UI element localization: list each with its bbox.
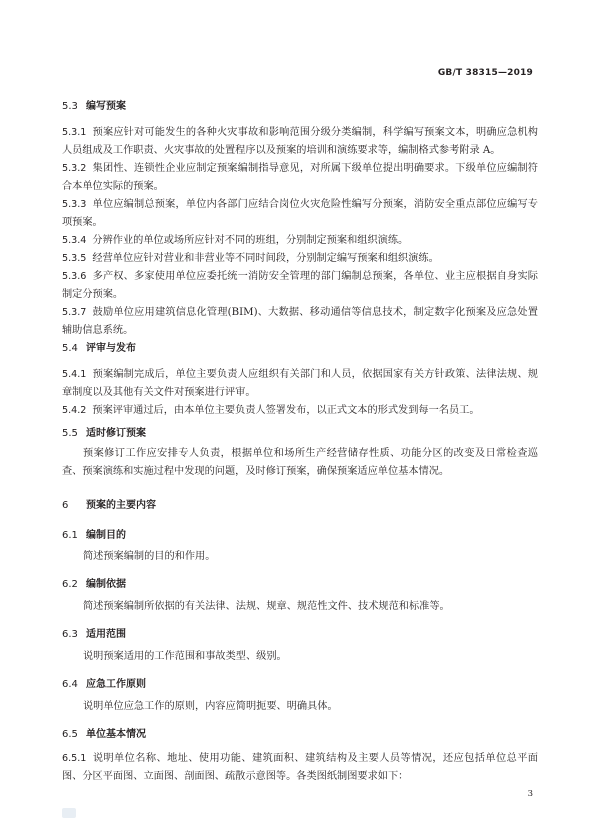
clause-5-3-4 [62, 232, 538, 250]
clause-text: 分辨作业的单位或场所应针对不同的班组，分别制定预案和组织演练。 [92, 235, 409, 246]
section-number: 6 [62, 500, 69, 511]
section-heading-6-4 [62, 676, 538, 694]
paragraph-6-4 [62, 698, 538, 716]
section-title: 评审与发布 [86, 343, 136, 354]
clause-5-3-3 [62, 196, 538, 232]
section-number: 6.1 [62, 530, 78, 541]
clause-5-3-2 [62, 160, 538, 196]
paragraph-text: 说明预案适用的工作范围和事故类型、级别。 [83, 651, 287, 662]
clause-number: 5.3.4 [62, 235, 87, 246]
clause-5-3-1 [62, 124, 538, 160]
section-number: 5.3 [62, 101, 78, 112]
paragraph-text: 预案修订工作应安排专人负责，根据单位和场所生产经营储存性质、功能分区的改变及日常检查巡查、预案演练和实施过程中发现的问题，及时修订预案，确保预案适应单位基本情况。 [62, 448, 538, 477]
clause-text: 多产权、多家使用单位应委托统一消防安全管理的部门编制总预案，各单位、业主应根据自身实际制定分预案。 [62, 271, 538, 300]
clause-text: 说明单位名称、地址、使用功能、建筑面积、建筑结构及主要人员等情况，还应包括单位总平面图、分区平面图、立面图、剖面图、疏散示意图等。各类图纸制图要求如下： [62, 753, 538, 782]
paragraph-6-2 [62, 598, 538, 616]
clause-text: 集团性、连锁性企业应制定预案编制指导意见，对所属下级单位提出明确要求。下级单位应编制符合本单位实际的预案。 [62, 163, 538, 192]
section-number: 5.5 [62, 428, 78, 439]
section-number: 6.4 [62, 679, 78, 690]
section-heading-5-3 [62, 98, 538, 116]
clause-5-3-5 [62, 250, 538, 268]
clause-text: 鼓励单位应用建筑信息化管理(BIM)、大数据、移动通信等信息技术，制定数字化预案及应急处置辅助信息系统。 [62, 307, 538, 336]
scan-mark-icon [62, 808, 76, 818]
paragraph-6-3 [62, 648, 538, 666]
section-title: 编制依据 [86, 579, 126, 590]
clause-number: 5.3.3 [62, 199, 87, 210]
section-title: 编制目的 [86, 530, 126, 541]
standard-code: GB/T 38315—2019 [437, 68, 533, 78]
clause-5-4-1 [62, 366, 538, 402]
section-heading-6-2 [62, 576, 538, 594]
section-title: 预案的主要内容 [86, 500, 156, 511]
clause-5-3-6 [62, 268, 538, 304]
page-number: 3 [527, 789, 533, 799]
section-heading-5-4 [62, 340, 538, 358]
clause-number: 6.5.1 [62, 753, 87, 764]
clause-5-3-7 [62, 304, 538, 340]
section-number: 6.2 [62, 579, 78, 590]
section-title: 应急工作原则 [86, 679, 146, 690]
clause-number: 5.3.6 [62, 271, 87, 282]
section-heading-6-3 [62, 626, 538, 644]
section-title: 单位基本情况 [86, 729, 146, 740]
section-number: 6.5 [62, 729, 78, 740]
clause-text: 预案评审通过后，由本单位主要负责人签署发布，以正式文本的形式发到每一名员工。 [92, 405, 480, 416]
clause-number: 5.3.2 [62, 163, 87, 174]
paragraph-text: 说明单位应急工作的原则，内容应简明扼要、明确具体。 [83, 701, 338, 712]
section-heading-5-5 [62, 425, 538, 443]
clause-text: 预案应针对可能发生的各种火灾事故和影响范围分级分类编制，科学编写预案文本，明确应急机构人员组成及工作职责、火灾事故的处置程序以及预案的培训和演练要求等，编制格式参考附录 A。 [62, 127, 538, 156]
clause-5-4-2 [62, 402, 538, 420]
section-title: 编写预案 [86, 101, 126, 112]
clause-number: 5.3.5 [62, 253, 87, 264]
section-heading-6 [62, 497, 538, 515]
section-number: 5.4 [62, 343, 78, 354]
paragraph-5-5 [62, 445, 538, 481]
section-title: 适时修订预案 [86, 428, 146, 439]
clause-text: 预案编制完成后，单位主要负责人应组织有关部门和人员，依据国家有关方针政策、法律法规、规章制度以及其他有关文件对预案进行评审。 [62, 369, 538, 398]
section-number: 6.3 [62, 629, 78, 640]
clause-number: 5.4.1 [62, 369, 87, 380]
section-title: 适用范围 [86, 629, 126, 640]
paragraph-text: 简述预案编制的目的和作用。 [83, 551, 216, 562]
section-heading-6-1 [62, 527, 538, 545]
clause-number: 5.4.2 [62, 405, 87, 416]
clause-text: 经营单位应针对营业和非营业等不同时间段，分别制定编写预案和组织演练。 [92, 253, 439, 264]
clause-number: 5.3.1 [62, 127, 87, 138]
section-heading-6-5 [62, 726, 538, 744]
clause-6-5-1 [62, 750, 538, 786]
clause-text: 单位应编制总预案，单位内各部门应结合岗位火灾危险性编写分预案，消防安全重点部位应编写专项预案。 [62, 199, 538, 228]
paragraph-6-1 [62, 548, 538, 566]
clause-number: 5.3.7 [62, 307, 87, 318]
paragraph-text: 简述预案编制所依据的有关法律、法规、规章、规范性文件、技术规范和标准等。 [83, 601, 450, 612]
